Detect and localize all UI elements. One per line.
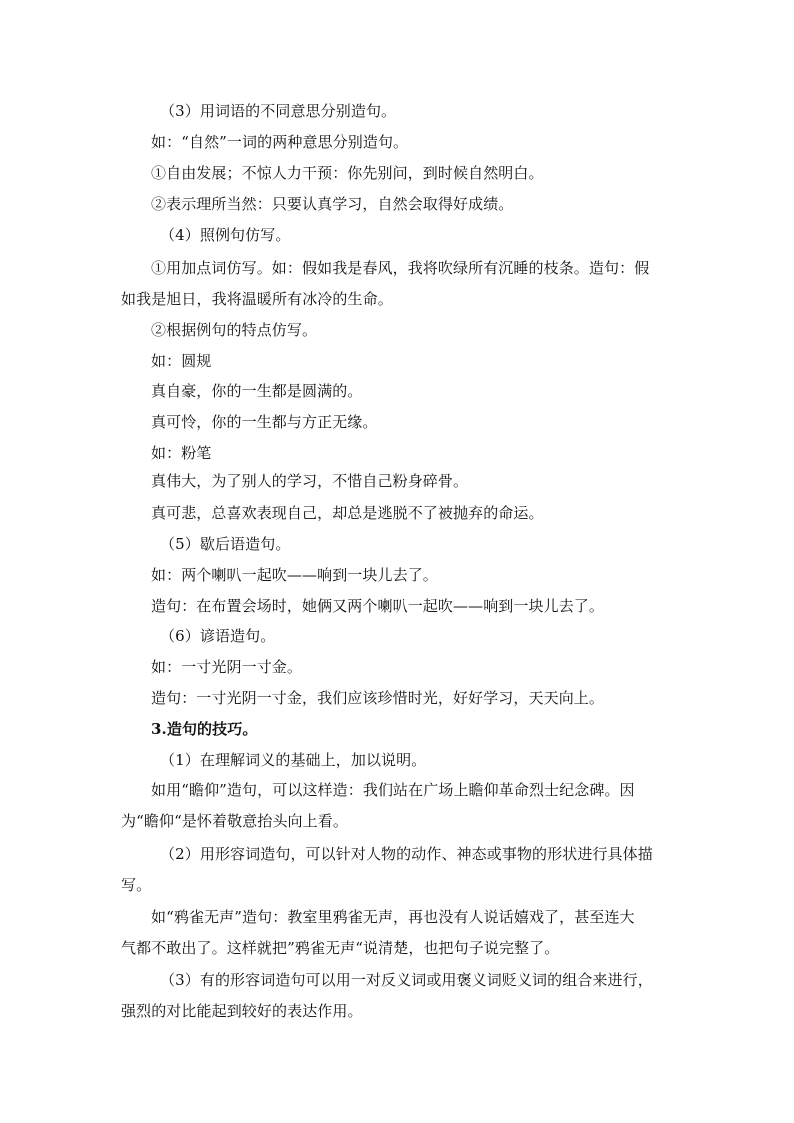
text-line: 如：一寸光阴一寸金。	[151, 658, 303, 676]
text-line: ①用加点词仿写。如：假如我是春风，我将吹绿所有沉睡的枝条。造句：假	[151, 259, 650, 277]
text-line: （1）在理解词义的基础上，加以说明。	[160, 751, 427, 769]
text-line: 为“瞻仰“是怀着敬意抬头向上看。	[121, 812, 348, 830]
text-line: 写。	[121, 876, 152, 894]
text-line: 如我是旭日，我将温暖所有冰冷的生命。	[121, 290, 393, 308]
text-line: （2）用形容词造句，可以针对人物的动作、神态或事物的形状进行具体描	[160, 845, 653, 863]
text-line: 造句：在布置会场时，她俩又两个喇叭一起吹——响到一块儿去了。	[151, 597, 605, 615]
text-line: 如：圆规	[151, 352, 212, 370]
text-line: 如用“瞻仰”造句，可以这样造：我们站在广场上瞻仰革命烈士纪念碑。因	[151, 781, 635, 799]
text-line: 如：粉笔	[151, 444, 212, 462]
text-line: 如：两个喇叭一起吹——响到一块儿去了。	[151, 566, 438, 584]
text-line: （3）有的形容词造句可以用一对反义词或用褒义词贬义词的组合来进行，	[160, 971, 653, 989]
text-line: 气都不敢出了。这样就把”鸦雀无声“说清楚，也把句子说完整了。	[121, 939, 560, 957]
text-line: ①自由发展；不惊人力干预：你先别问，到时候自然明白。	[151, 164, 544, 182]
text-line: 如：“自然”一词的两种意思分别造句。	[151, 133, 409, 151]
text-line: 真自豪，你的一生都是圆满的。	[151, 382, 363, 400]
section-heading: 3.造句的技巧。	[151, 720, 258, 738]
text-line: （3）用词语的不同意思分别造句。	[160, 102, 397, 120]
text-line: 如“鸦雀无声”造句：教室里鸦雀无声，再也没有人说话嬉戏了，甚至连大	[151, 908, 635, 926]
text-line: ②表示理所当然：只要认真学习，自然会取得好成绩。	[151, 195, 514, 213]
text-line: 造句：一寸光阴一寸金，我们应该珍惜时光，好好学习，天天向上。	[151, 689, 605, 707]
text-line: 真伟大，为了别人的学习，不惜自己粉身碎骨。	[151, 472, 469, 490]
text-line: （6）谚语造句。	[160, 627, 276, 645]
text-line: 强烈的对比能起到较好的表达作用。	[121, 1002, 363, 1020]
text-line: （5）歇后语造句。	[160, 535, 291, 553]
text-line: 真可怜，你的一生都与方正无缘。	[151, 413, 378, 431]
text-line: 真可悲，总喜欢表现自己，却总是逃脱不了被抛弃的命运。	[151, 504, 544, 522]
text-line: ②根据例句的特点仿写。	[151, 321, 318, 339]
text-line: （4）照例句仿写。	[160, 226, 291, 244]
